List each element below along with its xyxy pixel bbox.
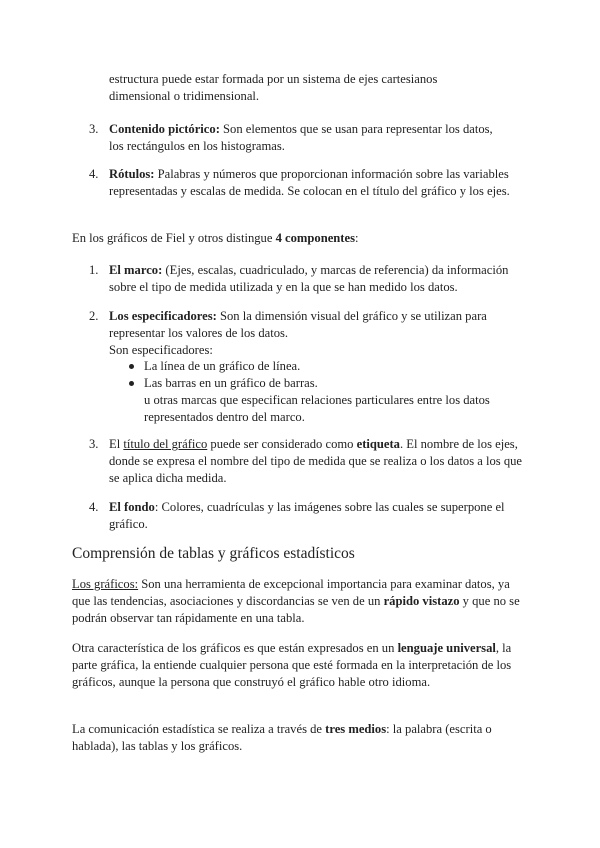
list-item-rotulos <box>109 166 529 200</box>
bullet-icon <box>129 364 134 369</box>
sub-heading: Son especificadores: <box>109 343 213 357</box>
definition: : Colores, cuadrículas y las imágenes sobre las cuales se superpone el gráfico. <box>109 500 505 531</box>
bullet-item: La línea de un gráfico de línea. <box>144 359 301 373</box>
definition: (Ejes, escalas, cuadriculado, y marcas de referencia) da información sobre el tipo de medida utilizada y en la que se han medido los datos. <box>109 263 509 294</box>
list-number: 2. <box>89 309 99 323</box>
list-item-especificadores <box>109 308 534 342</box>
text: : la palabra (escrita o hablada), las tablas y los gráficos. <box>72 722 492 753</box>
bullet-item: Las barras en un gráfico de barras. <box>144 376 318 390</box>
bullet-tail: u otras marcas que especifican relaciones particulares entre los datos representados dentro del marco. <box>144 393 490 424</box>
intro-bold: 4 componentes <box>275 231 355 245</box>
paragraph-comunicacion <box>72 721 528 755</box>
bold-phrase: rápido vistazo <box>383 594 460 608</box>
term: Rótulos: <box>109 167 155 181</box>
fiel-intro <box>72 230 532 247</box>
text: Son una herramienta de excepcional importancia para examinar datos, ya que las tendencias, asociaciones y discordancias se ven de un <box>72 577 510 608</box>
text: puede ser considerado como <box>207 437 357 451</box>
list-number: 3. <box>89 122 99 136</box>
bold-phrase: tres medios <box>325 722 387 736</box>
paragraph-lenguaje <box>72 640 528 691</box>
list-number: 4. <box>89 167 99 181</box>
section-heading: Comprensión de tablas y gráficos estadísticos <box>72 545 355 562</box>
definition: Son elementos que se usan para representar los datos, los rectángulos en los histogramas. <box>109 122 493 153</box>
text: El <box>109 437 124 451</box>
list-item-contenido-pictorico <box>109 121 509 155</box>
intro-colon: : <box>354 231 359 245</box>
list-item-titulo <box>109 436 527 487</box>
term: Contenido pictórico: <box>109 122 220 136</box>
paragraph-graficos <box>72 576 528 627</box>
list-item-fondo <box>109 499 534 533</box>
text: . El nombre de los ejes, donde se expresa el nombre del tipo de medida que se realiza o los datos a los que se aplica dicha medida. <box>109 437 523 485</box>
text: La comunicación estadística se realiza a través de <box>72 722 326 736</box>
text: y que no se podrán observar tan rápidamente en una tabla. <box>72 594 520 625</box>
definition: Son la dimensión visual del gráfico y se utilizan para representar los valores de los datos. <box>109 309 487 340</box>
term: etiqueta <box>356 437 400 451</box>
underlined-term: título del gráfico <box>123 437 208 451</box>
text: , la parte gráfica, la entiende cualquier persona que esté formada en la interpretación de los gráficos, aunque la persona que construyó el gráfico hable otro idioma. <box>72 641 512 689</box>
continued-paragraph: estructura puede estar formada por un sistema de ejes cartesianos dimensional o tridimensional. <box>109 72 438 103</box>
bullet-icon <box>129 381 134 386</box>
list-number: 1. <box>89 263 99 277</box>
term: El marco: <box>109 263 163 277</box>
list-item-marco <box>109 262 519 296</box>
text: Otra característica de los gráficos es que están expresados en un <box>72 641 398 655</box>
list-number: 4. <box>89 500 99 514</box>
underlined-term: Los gráficos: <box>72 577 139 591</box>
definition: Palabras y números que proporcionan información sobre las variables representadas y escalas de medida. Se colocan en el título del gráfico y los ejes. <box>109 167 510 198</box>
bold-phrase: lenguaje universal <box>397 641 496 655</box>
intro-text: En los gráficos de Fiel y otros distingue <box>72 231 276 245</box>
list-number: 3. <box>89 437 99 451</box>
term: El fondo <box>109 500 155 514</box>
term: Los especificadores: <box>109 309 217 323</box>
